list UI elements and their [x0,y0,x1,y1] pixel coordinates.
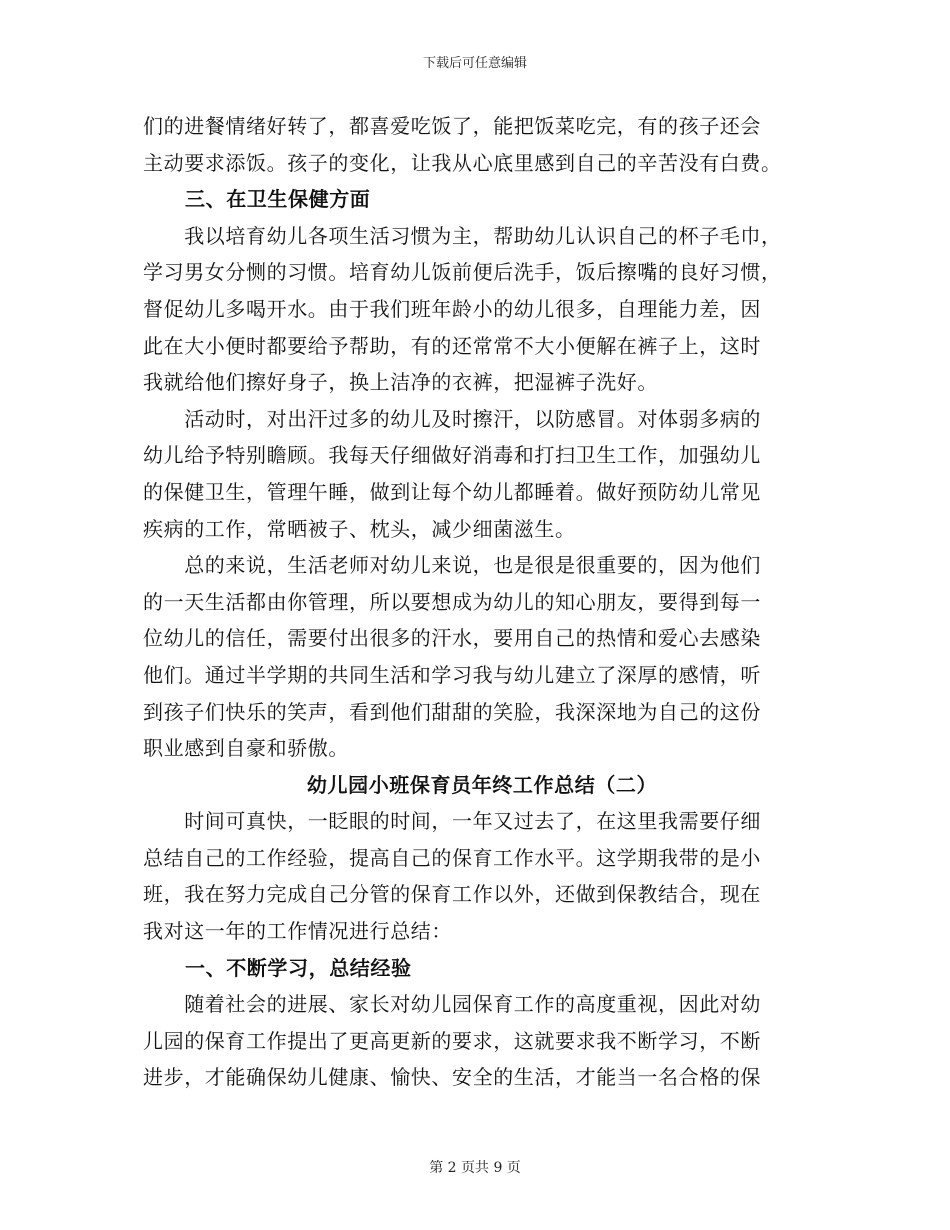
paragraph-line: 督促幼儿多喝开水。由于我们班年龄小的幼儿很多，自理能力差，因 [143,296,761,321]
paragraph-line: 进步，才能确保幼儿健康、愉快、安全的生活，才能当一名合格的保 [143,1065,761,1090]
document-title: 幼儿园小班保育员年终工作总结（二） [306,772,658,797]
paragraph-line: 时间可真快，一眨眼的时间，一年又过去了，在这里我需要仔细 [143,809,761,834]
page-footer: 第 2 页共 9 页 [429,1160,521,1176]
paragraph-line: 们的进餐情绪好转了，都喜爱吃饭了，能把饭菜吃完，有的孩子还会 [143,114,761,138]
paragraph-line: 疾病的工作，常晒被子、枕头，减少细菌滋生。 [143,516,576,541]
paragraph-line: 的保健卫生，管理午睡，做到让每个幼儿都睡着。做好预防幼儿常见 [143,479,761,504]
paragraph-line: 职业感到自豪和骄傲。 [143,736,349,761]
section-heading: 一、不断学习，总结经验 [185,955,412,980]
paragraph-line: 儿园的保育工作提出了更高更新的要求，这就要求我不断学习，不断 [143,1028,761,1053]
paragraph-line: 我对这一年的工作情况进行总结： [143,919,452,944]
paragraph-line: 班，我在努力完成自己分管的保育工作以外，还做到保教结合，现在 [143,882,761,907]
paragraph-line: 总的来说，生活老师对幼儿来说，也是很是很重要的，因为他们 [143,553,761,578]
paragraph-line: 活动时，对出汗过多的幼儿及时擦汗，以防感冒。对体弱多病的 [143,406,761,431]
paragraph-line: 主动要求添饭。孩子的变化，让我从心底里感到自己的辛苦没有白费。 [143,150,782,175]
paragraph-line: 我以培育幼儿各项生活习惯为主，帮助幼儿认识自己的杯子毛巾， [143,223,782,248]
page-header: 下载后可任意编辑 [422,56,527,71]
paragraph-line: 学习男女分恻的习惯。培育幼儿饭前便后洗手，饭后擦嘴的良好习惯， [143,260,782,285]
paragraph-line: 他们。通过半学期的共同生活和学习我与幼儿建立了深厚的感情，听 [143,662,761,687]
paragraph-line: 此在大小便时都要给予帮助，有的还常常不大小便解在裤子上，这时 [143,333,761,358]
paragraph-line: 位幼儿的信任，需要付出很多的汗水，要用自己的热情和爱心去感染 [143,626,761,651]
section-heading: 三、在卫生保健方面 [185,187,371,212]
paragraph-line: 的一天生活都由你管理，所以要想成为幼儿的知心朋友，要得到每一 [143,589,761,614]
document-body [143,108,811,1096]
paragraph-line: 总结自己的工作经验，提高自己的保育工作水平。这学期我带的是小 [143,845,761,870]
paragraph-line: 随着社会的进展、家长对幼儿园保育工作的高度重视，因此对幼 [143,992,761,1017]
paragraph-line: 我就给他们擦好身子，换上洁净的衣裤，把湿裤子洗好。 [143,370,658,395]
paragraph-line: 到孩子们快乐的笑声，看到他们甜甜的笑脸，我深深地为自己的这份 [143,699,761,724]
paragraph-line: 幼儿给予特别瞻顾。我每天仔细做好消毒和打扫卫生工作，加强幼儿 [143,443,761,468]
